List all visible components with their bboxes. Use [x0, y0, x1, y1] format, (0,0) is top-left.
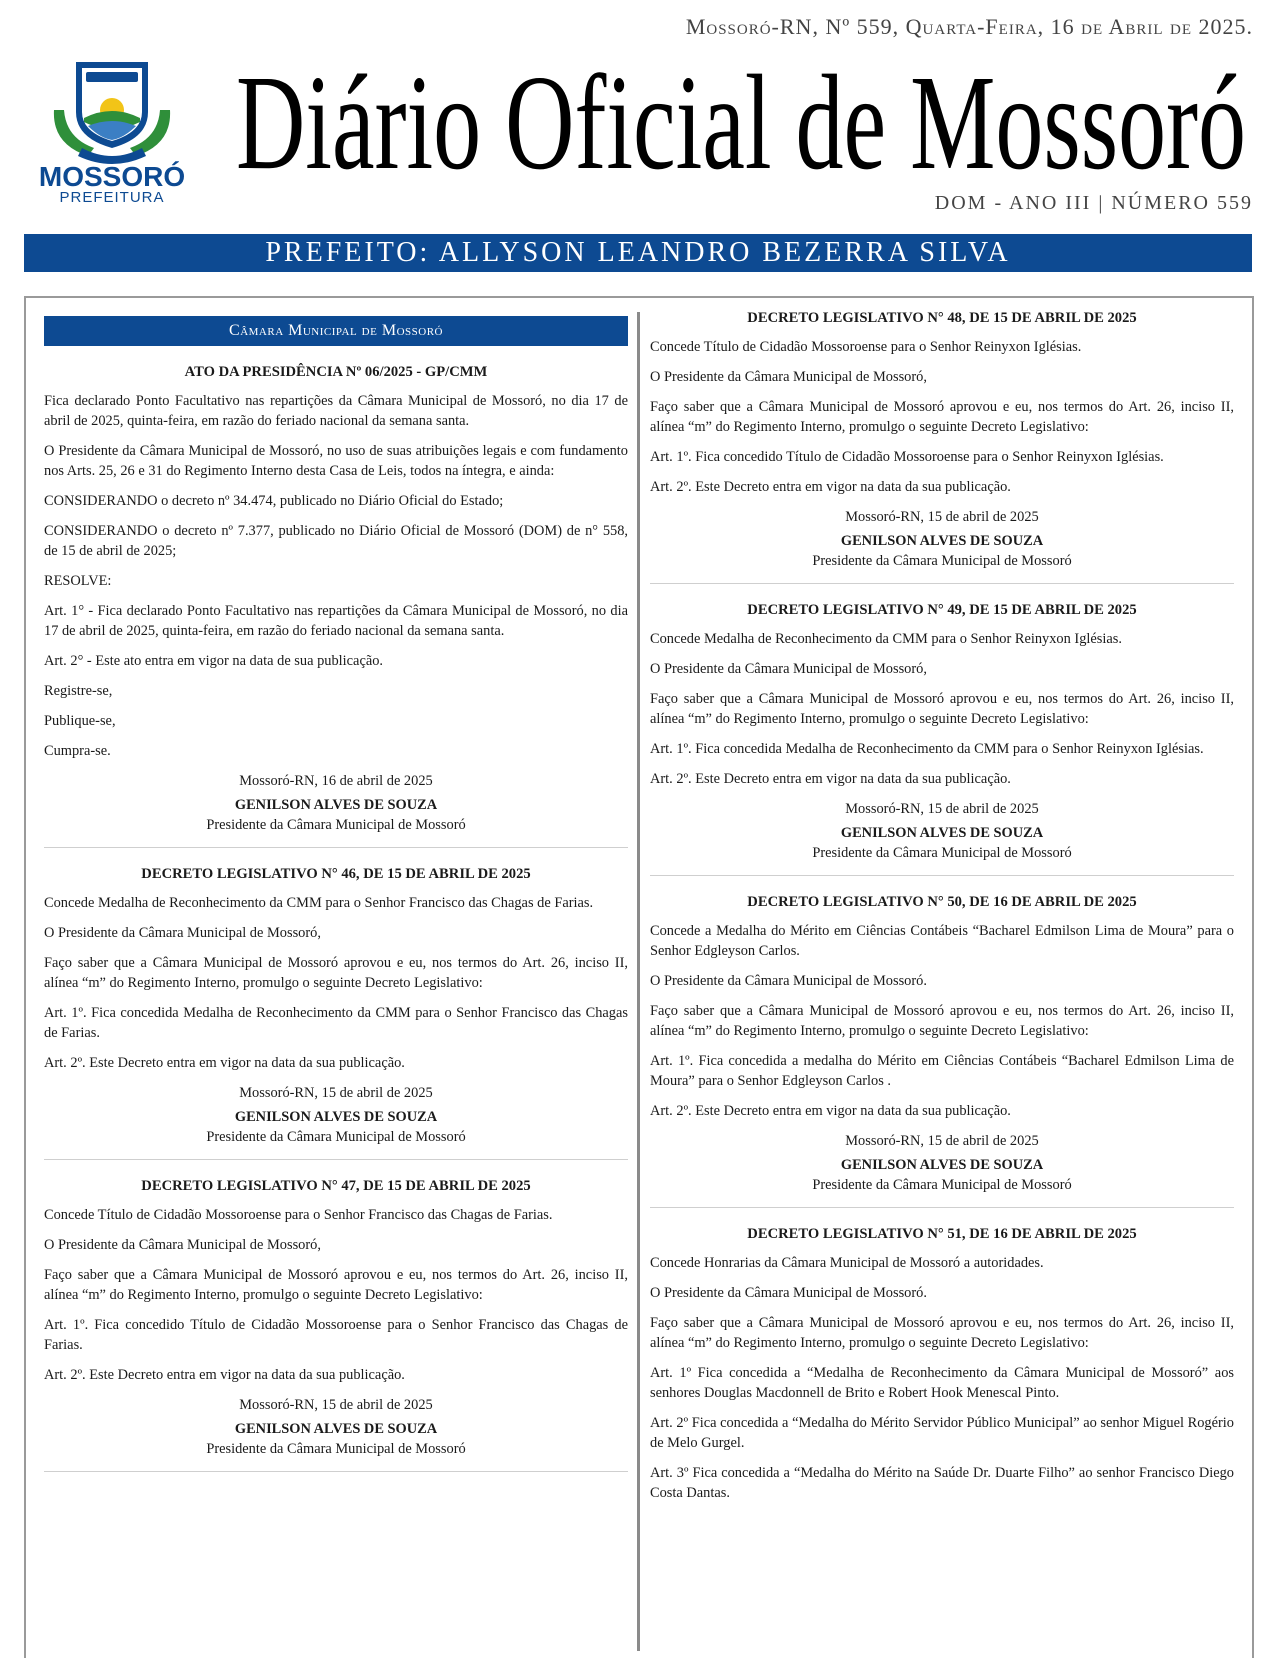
doc-date: Mossoró-RN, 15 de abril de 2025 — [239, 1397, 433, 1413]
doc-paragraph: Concede a Medalha do Mérito em Ciências Contábeis “Bacharel Edmilson Lima de Moura” para o Senhor Edgleyson Carlos. — [650, 923, 1234, 959]
doc-signer: GENILSON ALVES DE SOUZA — [840, 1157, 1044, 1173]
doc-paragraph: Art. 1º. Fica concedido Título de Cidadão Mossoroense para o Senhor Francisco das Chagas de Farias. — [44, 1317, 628, 1353]
doc-paragraph: Art. 1º. Fica concedido Título de Cidadão Mossoroense para o Senhor Reinyxon Iglésias. — [650, 449, 1164, 465]
doc-paragraph: Art. 1º. Fica concedida a medalha do Mérito em Ciências Contábeis “Bacharel Edmilson Lima de Moura” para o Senhor Edgleyson Carlos . — [650, 1053, 1234, 1089]
doc-signer: GENILSON ALVES DE SOUZA — [840, 825, 1044, 841]
doc-signer: GENILSON ALVES DE SOUZA — [234, 797, 438, 813]
prefeitura-logo — [24, 52, 200, 204]
left-column — [44, 308, 628, 1488]
doc-paragraph: Cumpra-se. — [44, 743, 111, 759]
document-decreto-50 — [650, 892, 1234, 1195]
doc-paragraph: Publique-se, — [44, 713, 116, 729]
logo-subtitle: PREFEITURA — [59, 189, 165, 204]
doc-paragraph: Art. 1° - Fica declarado Ponto Facultativo nas repartições da Câmara Municipal de Mossoró, no dia 17 de abril de 2025, quinta-feira, em razão do feriado nacional da semana santa. — [44, 603, 628, 639]
doc-date: Mossoró-RN, 15 de abril de 2025 — [239, 1085, 433, 1101]
doc-signer-role: Presidente da Câmara Municipal de Mossoró — [812, 845, 1072, 861]
doc-signer: GENILSON ALVES DE SOUZA — [234, 1109, 438, 1125]
doc-date: Mossoró-RN, 15 de abril de 2025 — [845, 509, 1039, 525]
document-decreto-48 — [650, 308, 1234, 571]
doc-paragraph: Art. 2º. Este Decreto entra em vigor na data da sua publicação. — [650, 1103, 1011, 1119]
document-decreto-46 — [44, 864, 628, 1147]
edition-number: DOM - ANO III | NÚMERO 559 — [934, 192, 1253, 214]
document-decreto-47 — [44, 1176, 628, 1459]
doc-paragraph: Concede Medalha de Reconhecimento da CMM para o Senhor Francisco das Chagas de Farias. — [44, 895, 594, 911]
masthead-title — [232, 40, 1250, 180]
doc-paragraph: CONSIDERANDO o decreto nº 7.377, publicado no Diário Oficial de Mossoró (DOM) de n° 558, de 15 de abril de 2025; — [44, 523, 628, 559]
doc-paragraph: CONSIDERANDO o decreto nº 34.474, publicado no Diário Oficial do Estado; — [44, 493, 504, 509]
doc-paragraph: O Presidente da Câmara Municipal de Mossoró. — [650, 1285, 927, 1301]
doc-paragraph: Art. 2º. Este Decreto entra em vigor na data da sua publicação. — [650, 771, 1011, 787]
crest-icon — [54, 62, 170, 164]
doc-paragraph: Art. 2º. Este Decreto entra em vigor na data da sua publicação. — [44, 1055, 405, 1071]
doc-paragraph: Art. 3º Fica concedida a “Medalha do Mérito na Saúde Dr. Duarte Filho” ao senhor Francisco Diego Costa Dantas. — [650, 1465, 1234, 1501]
doc-paragraph: Art. 2° - Este ato entra em vigor na data de sua publicação. — [44, 653, 384, 669]
svg-text:Diário Oficial de Mossoró: Diário Oficial de Mossoró — [236, 48, 1246, 180]
logo-name: MOSSORÓ — [38, 161, 186, 192]
doc-paragraph: Art. 2º. Este Decreto entra em vigor na data da sua publicação. — [650, 479, 1011, 495]
doc-title: DECRETO LEGISLATIVO N° 50, DE 16 DE ABRIL DE 2025 — [747, 894, 1137, 910]
right-column — [650, 308, 1234, 1513]
doc-paragraph: Faço saber que a Câmara Municipal de Mossoró aprovou e eu, nos termos do Art. 26, inciso II, alínea “m” do Regimento Interno, promulgo o seguinte Decreto Legislativo: — [650, 691, 1234, 727]
doc-paragraph: Art. 1º. Fica concedida Medalha de Reconhecimento da CMM para o Senhor Reinyxon Iglésias. — [650, 741, 1204, 757]
doc-paragraph: Concede Título de Cidadão Mossoroense para o Senhor Reinyxon Iglésias. — [650, 339, 1082, 355]
doc-signer-role: Presidente da Câmara Municipal de Mossoró — [206, 817, 466, 833]
column-divider — [637, 312, 640, 1651]
doc-title: DECRETO LEGISLATIVO N° 51, DE 16 DE ABRIL DE 2025 — [747, 1226, 1137, 1242]
doc-paragraph: Concede Título de Cidadão Mossoroense para o Senhor Francisco das Chagas de Farias. — [44, 1207, 553, 1223]
document-decreto-49 — [650, 600, 1234, 863]
doc-paragraph: Art. 1º Fica concedida a “Medalha de Reconhecimento da Câmara Municipal de Mossoró” aos senhores Douglas Macdonnell de Brito e Robert Hook Menescal Pinto. — [650, 1365, 1234, 1401]
separator — [44, 847, 628, 848]
doc-paragraph: Concede Honrarias da Câmara Municipal de Mossoró a autoridades. — [650, 1255, 1044, 1271]
doc-title: DECRETO LEGISLATIVO N° 48, DE 15 DE ABRIL DE 2025 — [747, 310, 1137, 326]
doc-paragraph: Art. 1º. Fica concedida Medalha de Reconhecimento da CMM para o Senhor Francisco das Chagas de Farias. — [44, 1005, 628, 1041]
separator — [650, 583, 1234, 584]
doc-paragraph: O Presidente da Câmara Municipal de Mossoró, — [650, 661, 927, 677]
doc-title: DECRETO LEGISLATIVO N° 47, DE 15 DE ABRIL DE 2025 — [141, 1178, 531, 1194]
doc-paragraph: Concede Medalha de Reconhecimento da CMM para o Senhor Reinyxon Iglésias. — [650, 631, 1122, 647]
doc-date: Mossoró-RN, 16 de abril de 2025 — [239, 773, 433, 789]
separator — [650, 875, 1234, 876]
separator — [650, 1207, 1234, 1208]
section-heading: Câmara Municipal de Mossoró — [44, 316, 628, 346]
doc-signer-role: Presidente da Câmara Municipal de Mossoró — [206, 1441, 466, 1457]
doc-paragraph: O Presidente da Câmara Municipal de Mossoró, — [44, 925, 321, 941]
document-ato-06 — [44, 362, 628, 835]
doc-signer-role: Presidente da Câmara Municipal de Mossoró — [812, 1177, 1072, 1193]
doc-paragraph: Faço saber que a Câmara Municipal de Mossoró aprovou e eu, nos termos do Art. 26, inciso II, alínea “m” do Regimento Interno, promulgo o seguinte Decreto Legislativo: — [650, 1315, 1234, 1351]
doc-paragraph: O Presidente da Câmara Municipal de Mossoró. — [650, 973, 927, 989]
doc-title: DECRETO LEGISLATIVO N° 49, DE 15 DE ABRIL DE 2025 — [747, 602, 1137, 618]
doc-signer-role: Presidente da Câmara Municipal de Mossoró — [812, 553, 1072, 569]
doc-paragraph: O Presidente da Câmara Municipal de Mossoró, — [650, 369, 927, 385]
doc-title: ATO DA PRESIDÊNCIA Nº 06/2025 - GP/CMM — [184, 364, 488, 380]
doc-signer: GENILSON ALVES DE SOUZA — [840, 533, 1044, 549]
doc-paragraph: Faço saber que a Câmara Municipal de Mossoró aprovou e eu, nos termos do Art. 26, inciso II, alínea “m” do Regimento Interno, promulgo o seguinte Decreto Legislativo: — [44, 1267, 628, 1303]
doc-paragraph: Faço saber que a Câmara Municipal de Mossoró aprovou e eu, nos termos do Art. 26, inciso II, alínea “m” do Regimento Interno, promulgo o seguinte Decreto Legislativo: — [650, 1003, 1234, 1039]
doc-signer: GENILSON ALVES DE SOUZA — [234, 1421, 438, 1437]
mayor-bar: PREFEITO: ALLYSON LEANDRO BEZERRA SILVA — [24, 234, 1252, 272]
doc-paragraph: Art. 2º Fica concedida a “Medalha do Mérito Servidor Público Municipal” ao senhor Miguel Rogério de Melo Gurgel. — [650, 1415, 1234, 1451]
doc-date: Mossoró-RN, 15 de abril de 2025 — [845, 1133, 1039, 1149]
date-line: Mossoró-RN, Nº 559, Quarta-Feira, 16 de Abril de 2025. — [685, 14, 1253, 39]
doc-paragraph: Registre-se, — [44, 683, 113, 699]
document-decreto-51 — [650, 1224, 1234, 1503]
doc-paragraph: Fica declarado Ponto Facultativo nas repartições da Câmara Municipal de Mossoró, no dia 17 de abril de 2025, quinta-feira, em razão do feriado nacional da semana santa. — [44, 393, 628, 429]
doc-title: DECRETO LEGISLATIVO N° 46, DE 15 DE ABRIL DE 2025 — [141, 866, 531, 882]
doc-paragraph: Faço saber que a Câmara Municipal de Mossoró aprovou e eu, nos termos do Art. 26, inciso II, alínea “m” do Regimento Interno, promulgo o seguinte Decreto Legislativo: — [650, 399, 1234, 435]
doc-paragraph: Faço saber que a Câmara Municipal de Mossoró aprovou e eu, nos termos do Art. 26, inciso II, alínea “m” do Regimento Interno, promulgo o seguinte Decreto Legislativo: — [44, 955, 628, 991]
doc-paragraph: O Presidente da Câmara Municipal de Mossoró, — [44, 1237, 321, 1253]
doc-paragraph: RESOLVE: — [44, 573, 112, 589]
doc-paragraph: Art. 2º. Este Decreto entra em vigor na data da sua publicação. — [44, 1367, 405, 1383]
doc-date: Mossoró-RN, 15 de abril de 2025 — [845, 801, 1039, 817]
doc-paragraph: O Presidente da Câmara Municipal de Mossoró, no uso de suas atribuições legais e com fundamento nos Arts. 25, 26 e 31 do Regimento Interno desta Casa de Leis, todos na íntegra, e ainda: — [44, 443, 628, 479]
separator — [44, 1159, 628, 1160]
doc-signer-role: Presidente da Câmara Municipal de Mossoró — [206, 1129, 466, 1145]
separator — [44, 1471, 628, 1472]
